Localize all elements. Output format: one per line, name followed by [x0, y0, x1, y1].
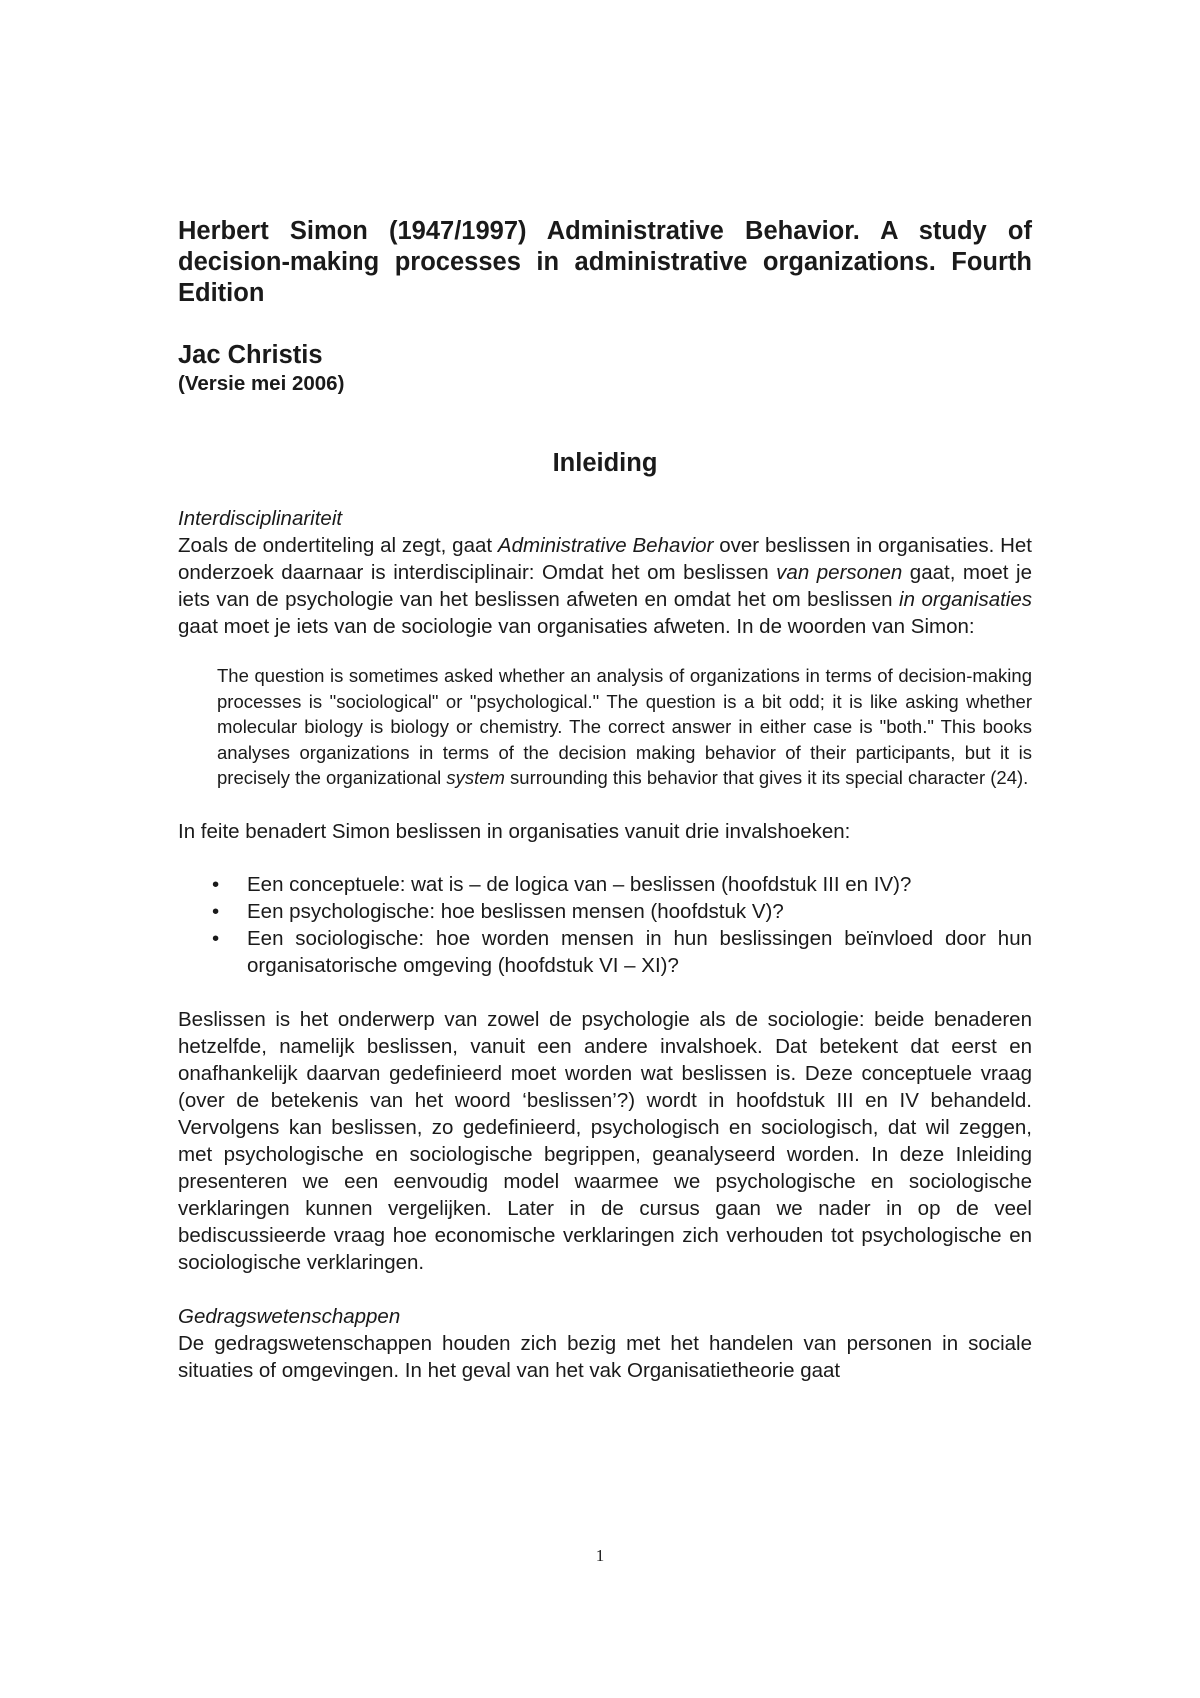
document-title: Herbert Simon (1947/1997) Administrative Behavior. A study of decision-making processes in administrative organizations. Fourth Edition	[178, 217, 1032, 307]
page-number: 1	[595, 1546, 605, 1565]
perspectives-list	[178, 871, 1032, 979]
paragraph-interdisciplinariteit: Zoals de ondertiteling al zegt, gaat Administrative Behavior over beslissen in organisaties. Het onderzoek daarnaar is interdisciplinair: Omdat het om beslissen van personen gaat, moet je iets van de psychologie van het beslissen afweten en omdat het om beslissen in organisaties gaat moet je iets van de sociologie van organisaties afweten. In de woorden van Simon:	[178, 534, 1033, 638]
list-item: • Een sociologische: hoe worden mensen in hun beslissingen beïnvloed door hun organisatorische omgeving (hoofdstuk VI – XI)?	[212, 926, 1032, 977]
block-quote-simon: The question is sometimes asked whether an analysis of organizations in terms of decision-making processes is "sociological" or "psychological." The question is a bit odd; it is like asking whether molecular biology is biology or chemistry. The correct answer in either case is "both." This books analyses organizations in terms of the decision making behavior of their participants, but it is precisely the organizational system surrounding this behavior that gives it its special character (24).	[217, 665, 1032, 788]
bullet-icon: •	[212, 899, 220, 923]
section-heading: Inleiding	[552, 449, 658, 477]
paragraph-list-intro: In feite benadert Simon beslissen in organisaties vanuit drie invalshoeken:	[178, 819, 851, 843]
list-item: • Een psychologische: hoe beslissen mensen (hoofdstuk V)?	[212, 899, 784, 923]
bullet-icon: •	[212, 872, 220, 896]
author-name: Jac Christis	[178, 341, 323, 369]
bullet-icon: •	[212, 926, 220, 950]
list-item: • Een conceptuele: wat is – de logica van – beslissen (hoofdstuk III en IV)?	[212, 872, 912, 896]
paragraph-beslissen: Beslissen is het onderwerp van zowel de psychologie als de sociologie: beide benaderen hetzelfde, namelijk beslissen, vanuit een andere invalshoek. Dat betekent dat eerst en onafhankelijk daarvan gedefinieerd moet worden wat beslissen is. Deze conceptuele vraag (over de betekenis van het woord ‘beslissen’?) wordt in hoofdstuk III en IV behandeld. Vervolgens kan beslissen, zo gedefinieerd, psychologisch en sociologisch, dat wil zeggen, met psychologische en sociologische begrippen, geanalyseerd worden. In deze Inleiding presenteren we een eenvoudig model waarmee we psychologische en sociologische verklaringen kunnen vergelijken. Later in de cursus gaan we nader in op de veel bediscussieerde vraag hoe economische verklaringen zich verhouden tot psychologische en sociologische verklaringen.	[178, 1007, 1032, 1274]
version-note: (Versie mei 2006)	[178, 372, 345, 395]
subheading-gedragswetenschappen: Gedragswetenschappen	[178, 1304, 401, 1328]
page-content	[178, 216, 1032, 1384]
paragraph-gedragswetenschappen: De gedragswetenschappen houden zich bezig met het handelen van personen in sociale situaties of omgevingen. In het geval van het vak Organisatietheorie gaat	[178, 1331, 1032, 1382]
subheading-interdisciplinariteit: Interdisciplinariteit	[178, 507, 343, 530]
